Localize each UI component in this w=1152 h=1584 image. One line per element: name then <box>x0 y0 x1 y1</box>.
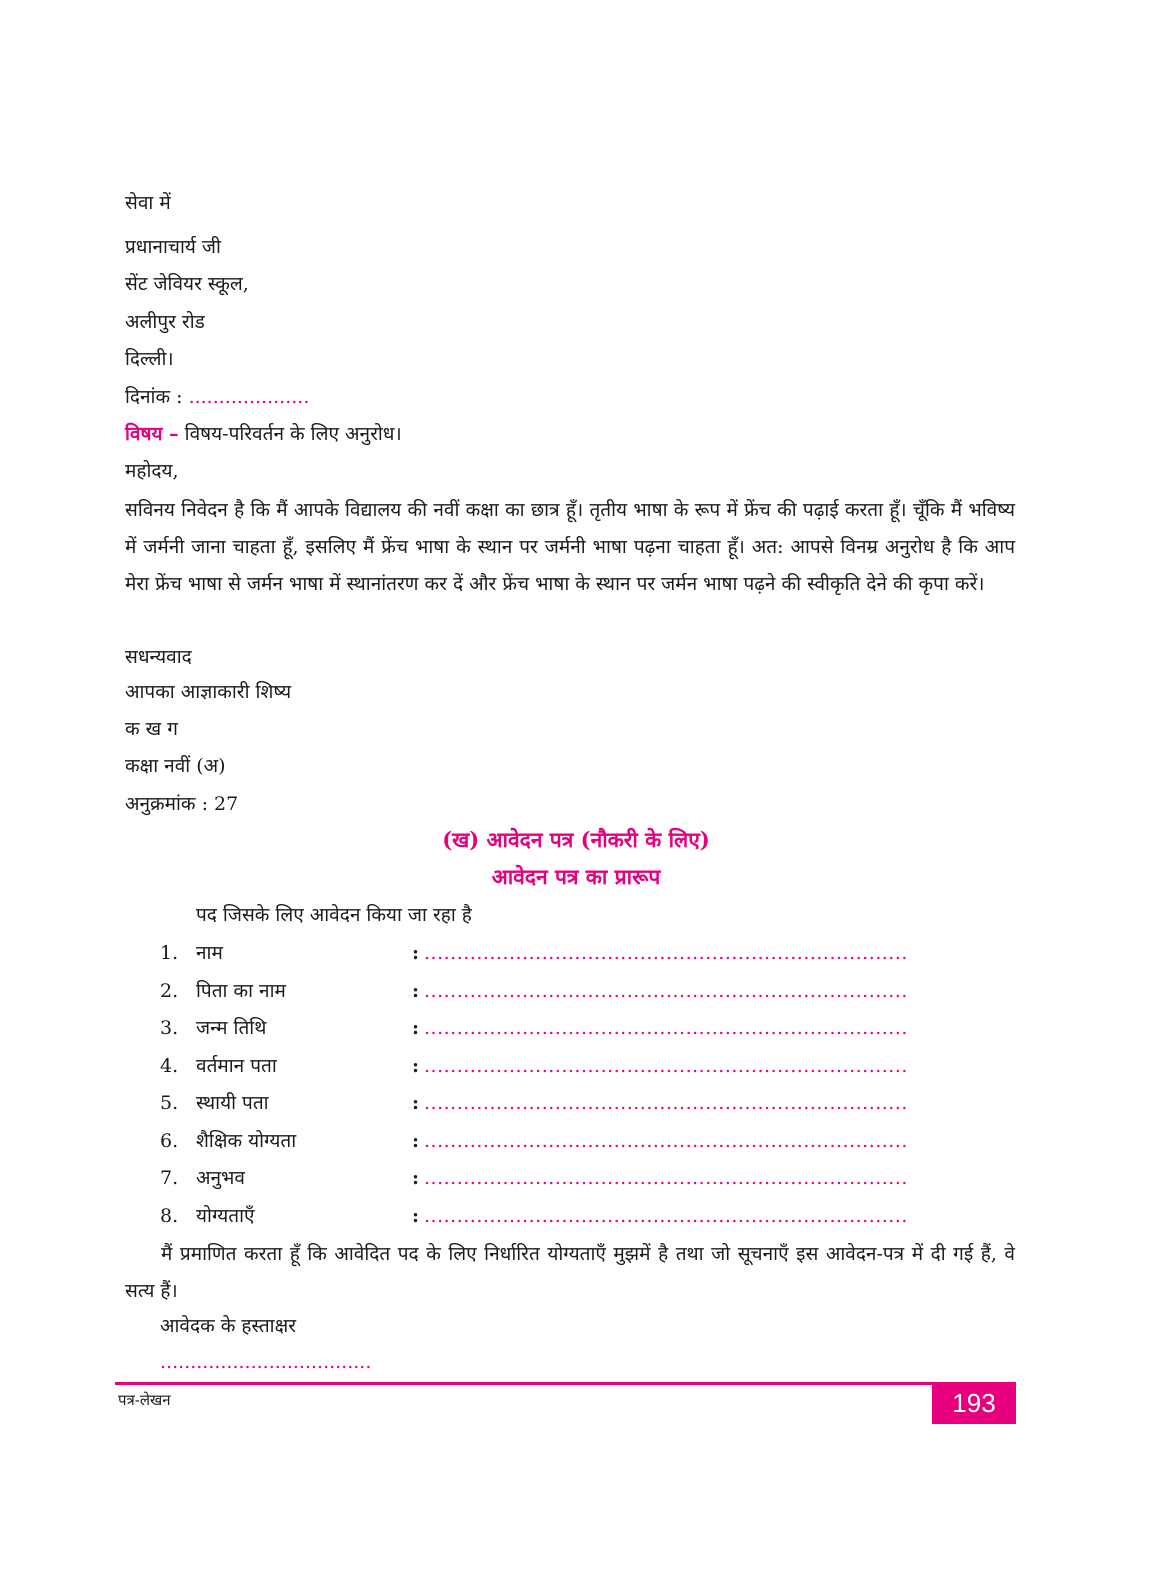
field-label: नाम <box>196 942 223 964</box>
field-label: पिता का नाम <box>196 980 286 1002</box>
field-colon: : <box>412 1167 420 1189</box>
date-label: दिनांक : <box>125 386 183 408</box>
letter-thanks: सधन्यवाद <box>125 646 192 668</box>
application-subheading: आवेदन पत्र का प्रारूप <box>491 864 661 889</box>
field-dots: .......................................................................... <box>424 980 908 1002</box>
field-number: 1. <box>160 942 179 964</box>
field-dots: .......................................................................... <box>424 942 908 964</box>
letter-city: दिल्ली। <box>125 348 174 370</box>
footer-chapter: पत्र-लेखन <box>118 1391 171 1409</box>
field-row <box>160 941 908 965</box>
letter-salutation: महोदय, <box>125 460 179 482</box>
post-line: पद जिसके लिए आवेदन किया जा रहा है <box>196 904 472 926</box>
field-dots: .......................................................................... <box>424 1167 908 1189</box>
letter-road: अलीपुर रोड <box>125 311 205 333</box>
field-dots: .......................................................................... <box>424 1205 908 1227</box>
field-label: जन्म तिथि <box>196 1017 267 1039</box>
field-row <box>160 1129 908 1153</box>
letter-recipient: प्रधानाचार्य जी <box>125 236 221 258</box>
field-row <box>160 979 908 1003</box>
subject-text: विषय-परिवर्तन के लिए अनुरोध। <box>184 423 402 445</box>
field-label: योग्यताएँ <box>196 1205 255 1227</box>
field-colon: : <box>412 1130 420 1152</box>
field-colon: : <box>412 1205 420 1227</box>
field-colon: : <box>412 980 420 1002</box>
field-dots: .......................................................................... <box>424 1092 908 1114</box>
field-colon: : <box>412 1092 420 1114</box>
letter-school: सेंट जेवियर स्कूल, <box>125 273 249 295</box>
field-colon: : <box>412 1055 420 1077</box>
field-number: 3. <box>160 1017 179 1039</box>
letter-sender-name: क ख ग <box>125 718 178 740</box>
field-colon: : <box>412 942 420 964</box>
footer-rule <box>115 1382 935 1385</box>
field-label: अनुभव <box>196 1167 245 1189</box>
letter-roll-number: अनुक्रमांक : 27 <box>125 793 239 815</box>
field-number: 7. <box>160 1167 179 1189</box>
field-row <box>160 1166 908 1190</box>
field-number: 5. <box>160 1092 179 1114</box>
letter-date <box>125 385 309 409</box>
letter-subject <box>125 422 402 446</box>
letter-body: सविनय निवेदन है कि मैं आपके विद्यालय की नवीं कक्षा का छात्र हूँ। तृतीय भाषा के रूप में फ्रेंच की पढ़ाई करता हूँ। चूँकि मैं भविष्य में जर्मनी जाना चाहता हूँ, इसलिए मैं फ्रेंच भाषा के स्थान पर जर्मनी भाषा पढ़ना चाहता हूँ। अत: आपसे विनम्र अनुरोध है कि आप मेरा फ्रेंच भाषा से जर्मन भाषा में स्थानांतरण कर दें और फ्रेंच भाषा के स्थान पर जर्मन भाषा पढ़ने की स्वीकृति देने की कृपा करें। <box>125 499 1015 595</box>
field-number: 6. <box>160 1130 179 1152</box>
date-dots: .................... <box>188 386 310 408</box>
application-heading: (ख) आवेदन पत्र (नौकरी के लिए) <box>442 827 710 852</box>
field-row <box>160 1091 908 1115</box>
field-number: 8. <box>160 1205 179 1227</box>
field-label: वर्तमान पता <box>196 1055 277 1077</box>
field-label: शैक्षिक योग्यता <box>196 1130 297 1152</box>
page-number: 193 <box>932 1382 1016 1424</box>
field-colon: : <box>412 1017 420 1039</box>
field-number: 4. <box>160 1055 179 1077</box>
field-row <box>160 1054 908 1078</box>
field-dots: .......................................................................... <box>424 1130 908 1152</box>
letter-sender-class: कक्षा नवीं (अ) <box>125 755 226 777</box>
field-dots: .......................................................................... <box>424 1017 908 1039</box>
letter-to-line: सेवा में <box>125 192 171 214</box>
field-row <box>160 1016 908 1040</box>
field-label: स्थायी पता <box>196 1092 269 1114</box>
signature-label: आवेदक के हस्ताक्षर <box>160 1315 296 1337</box>
declaration: मैं प्रमाणित करता हूँ कि आवेदित पद के लिए निर्धारित योग्यताएँ मुझमें है तथा जो सूचनाएँ इस आवेदन-पत्र में दी गई हैं, वे सत्य हैं। <box>125 1243 1015 1302</box>
field-number: 2. <box>160 980 179 1002</box>
field-dots: .......................................................................... <box>424 1055 908 1077</box>
subject-label: विषय – <box>125 423 179 445</box>
signature-dots: ................................... <box>160 1351 372 1373</box>
field-row <box>160 1204 908 1228</box>
letter-closing: आपका आज्ञाकारी शिष्य <box>125 681 292 703</box>
